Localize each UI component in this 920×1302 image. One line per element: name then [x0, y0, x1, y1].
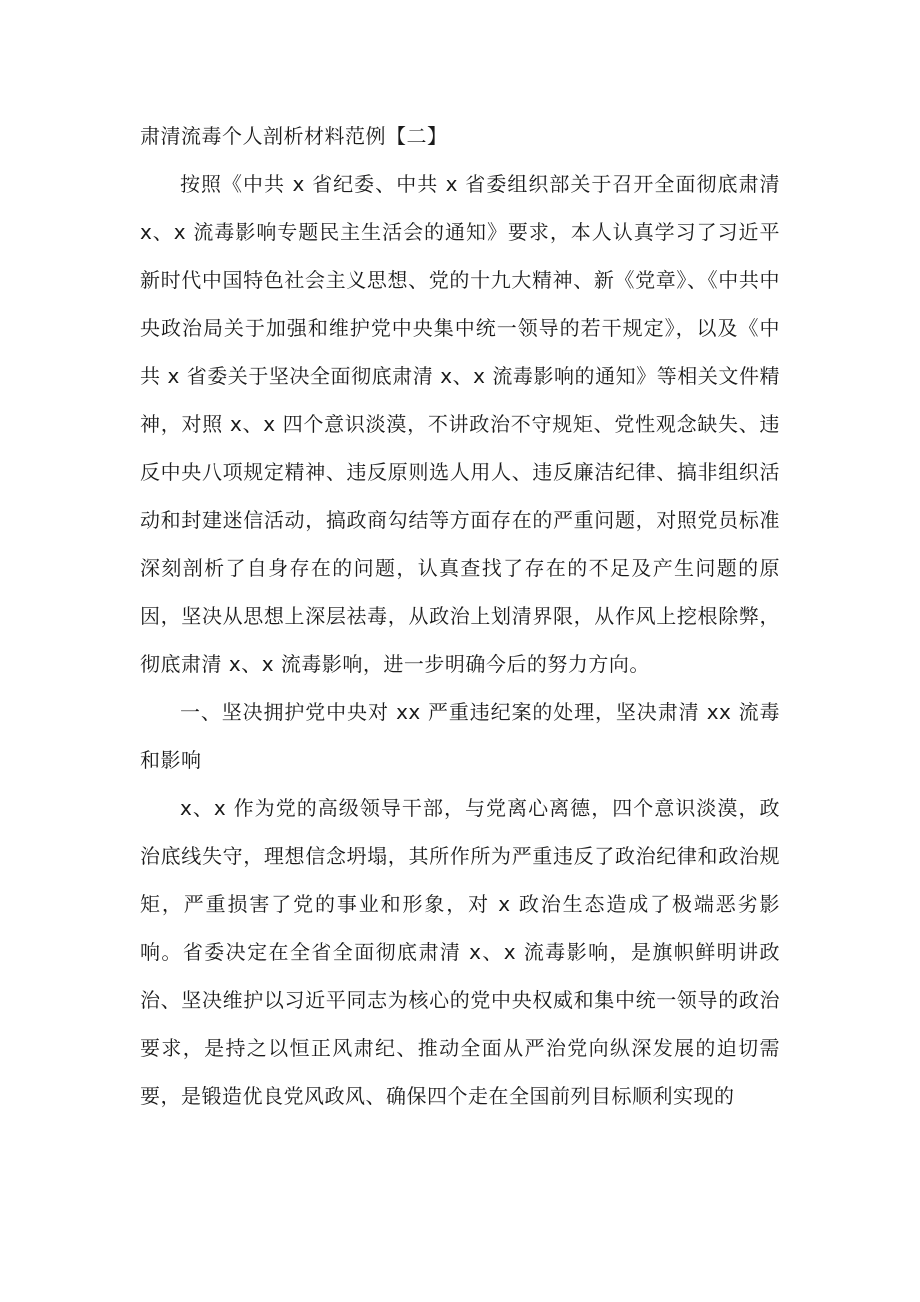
paragraph-section-1: x、x 作为党的高级领导干部，与党离心离德，四个意识淡漠，政治底线失守，理想信念坍塌，其所作所为严重违反了政治纪律和政治规矩，严重损害了党的事业和形象，对 x 政治生态造成了极端恶劣影响。省委决定在全省全面彻底肃清 x、x 流毒影响，是旗帜鲜明讲政治、坚决维护以习近平同志为核心的党中央权威和集中统一领导的政治要求，是持之以恒正风肃纪、推动全面从严治党向纵深发展的迫切需要，是锻造优良党风政风、确保四个走在全国前列目标顺利实现的	[140, 796, 780, 1108]
paragraph-intro: 按照《中共 x 省纪委、中共 x 省委组织部关于召开全面彻底肃清 x、x 流毒影响专题民主生活会的通知》要求，本人认真学习了习近平新时代中国特色社会主义思想、党的十九大精神、新《党章》、《中共中央政治局关于加强和维护党中央集中统一领导的若干规定》，以及《中共 x 省委关于坚决全面彻底肃清 x、x 流毒影响的通知》等相关文件精神，对照 x、x 四个意识淡漠，不讲政治不守规矩、党性观念缺失、违反中央八项规定精神、违反原则选人用人、违反廉洁纪律、搞非组织活动和封建迷信活动，搞政商勾结等方面存在的严重问题，对照党员标准深刻剖析了自身存在的问题，认真查找了存在的不足及产生问题的原因，坚决从思想上深层祛毒，从政治上划清界限，从作风上挖根除弊，彻底肃清 x、x 流毒影响，进一步明确今后的努力方向。	[140, 172, 780, 676]
document-title: 肃清流毒个人剖析材料范例【二】	[140, 124, 448, 148]
section-heading-1: 一、坚决拥护党中央对 xx 严重违纪案的处理，坚决肃清 xx 流毒和影响	[140, 700, 780, 772]
document-page	[140, 112, 780, 1120]
